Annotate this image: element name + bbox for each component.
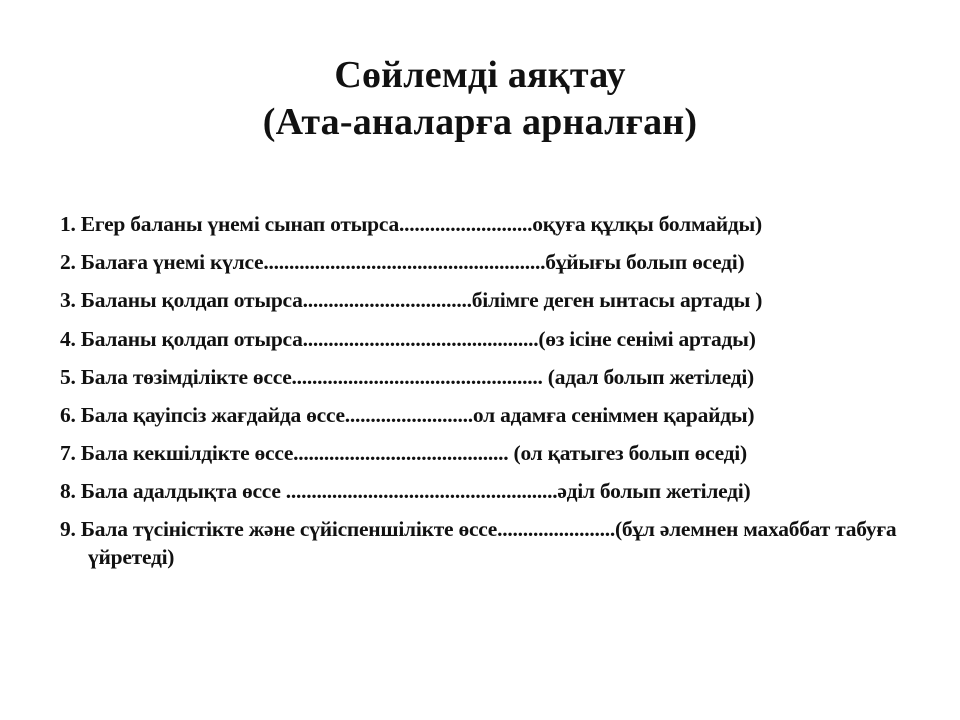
list-item: 7. Бала кекшілдікте өссе.......................................... (ол қатыгез болып өседі)	[60, 441, 747, 466]
list-item: 1. Егер баланы үнемі сынап отырса..........................оқуға құлқы болмайды)	[60, 212, 762, 236]
slide-title	[0, 52, 960, 146]
list-item: 5. Бала төзімділікте өссе................................................. (адал болып жетіледі)	[60, 364, 754, 389]
list-item: 4. Баланы қолдап отырса..............................................(өз ісіне сенімі артады)	[60, 326, 756, 351]
list-item: 8. Бала адалдықта өссе .....................................................әділ болып жетіледі)	[60, 479, 751, 504]
sentence-list	[60, 205, 930, 571]
list-item: 9. Бала түсіністікте және сүйіспеншілікте өссе.......................(бұл әлемнен махаббат табуға үйретеді)	[60, 516, 897, 569]
list-item: 3. Баланы қолдап отырса.................................білімге деген ынтасы артады )	[60, 288, 763, 313]
list-item: 2. Балаға үнемі күлсе.......................................................бұйығы болып өседі)	[60, 250, 745, 275]
title-line-1: Сөйлемді аяқтау	[334, 54, 626, 96]
title-line-2: (Ата-аналарға арналған)	[262, 101, 698, 143]
list-item: 6. Бала қауіпсіз жағдайда өссе.........................ол адамға сеніммен қарайды)	[60, 403, 755, 428]
